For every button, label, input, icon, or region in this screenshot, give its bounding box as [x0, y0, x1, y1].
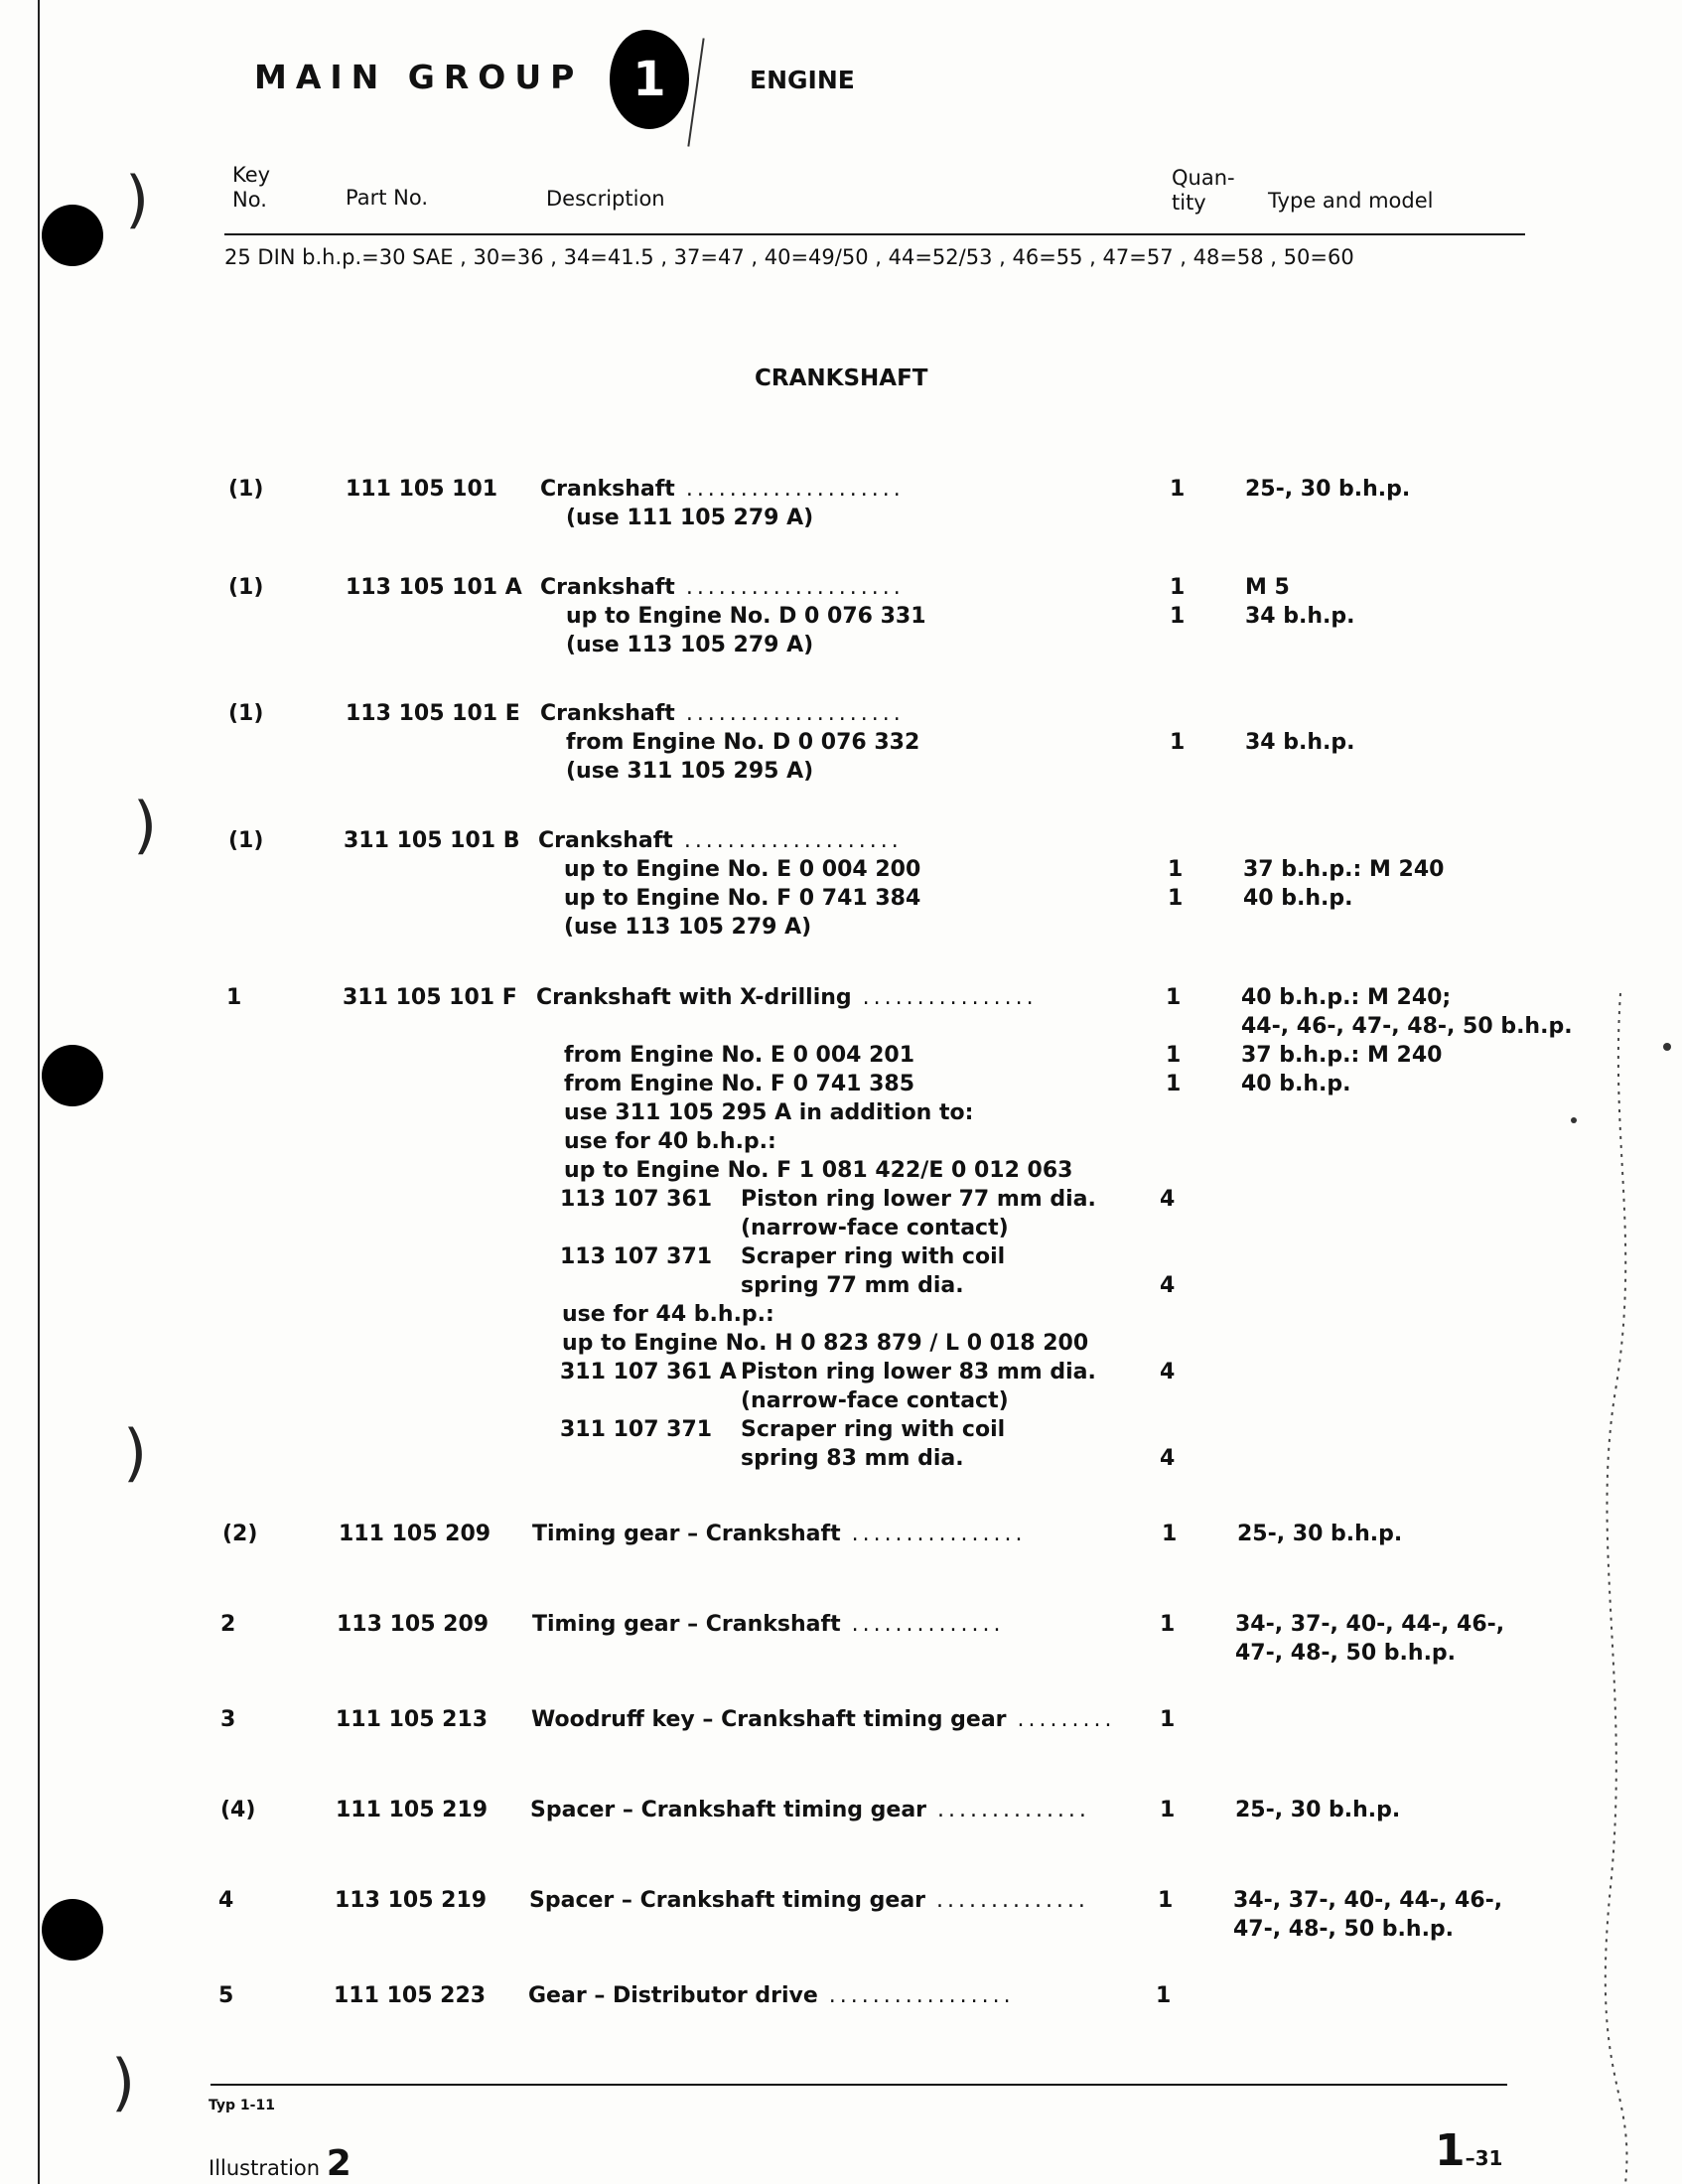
row-type-model-value: 44-, 46-, 47-, 48-, 50 b.h.p. — [1241, 1014, 1573, 1039]
punch-hole — [42, 1045, 103, 1106]
row-description-note — [538, 855, 920, 884]
row-key-no: 3 — [220, 1707, 236, 1732]
col-quantity — [1172, 166, 1235, 216]
row-type-model — [1235, 1796, 1400, 1824]
row-key-no: (4) — [220, 1798, 256, 1822]
row-type-model — [1241, 983, 1573, 1041]
row-description-text: (use 311 105 295 A) — [566, 759, 814, 784]
xdrill-sub-quantity: 4 — [1160, 1273, 1176, 1298]
xdrill-sub-part-no: 311 107 361 A — [560, 1360, 737, 1384]
row-part-no: 111 105 209 — [339, 1522, 491, 1546]
row-key-no: 4 — [218, 1888, 234, 1913]
row-description-title — [528, 1981, 1015, 2010]
row-quantity-value: 1 — [1170, 477, 1186, 502]
row-description-text: Timing gear – Crankshaft — [532, 1612, 841, 1637]
row-description-text: (use 113 105 279 A) — [566, 633, 814, 657]
col-type-model: Type and model — [1268, 189, 1434, 213]
row-description-text: Woodruff key – Crankshaft timing gear — [531, 1707, 1007, 1732]
binder-ring-mark: ) — [125, 163, 150, 235]
dot-leader: ................ — [851, 985, 1038, 1010]
row-description-text: Crankshaft — [540, 477, 675, 502]
row-description — [532, 1520, 1026, 1548]
row-key-no: (2) — [222, 1522, 258, 1546]
dot-leader: ................ — [840, 1522, 1027, 1546]
footer-rule — [210, 2084, 1507, 2086]
row-description-text: up to Engine No. F 0 741 384 — [564, 886, 921, 911]
header-rule — [224, 233, 1525, 235]
row-type-model-value: 25-, 30 b.h.p. — [1245, 477, 1411, 502]
badge-stroke — [687, 38, 704, 146]
xdrill-line: from Engine No. E 0 004 201 — [564, 1043, 915, 1068]
row-description-title — [540, 699, 919, 728]
row-quantity-value: 1 — [1162, 1522, 1178, 1546]
xdrill-sub-quantity: 4 — [1160, 1187, 1176, 1212]
xdrill-sub-description: spring 77 mm dia. — [741, 1273, 964, 1298]
row-description-title — [532, 1610, 1005, 1639]
row-description — [538, 826, 920, 942]
row-description-title — [536, 983, 1038, 1012]
footer-typ: Typ 1-11 — [209, 2098, 275, 2113]
row-description-title — [530, 1796, 1090, 1824]
row-type-model-value: 34-, 37-, 40-, 44-, 46-, — [1233, 1888, 1503, 1913]
illustration-label: Illustration — [209, 2156, 321, 2180]
binder-ring-mark: ) — [133, 789, 158, 861]
illustration-number: 2 — [326, 2143, 351, 2184]
main-group-title: MAIN GROUP — [254, 58, 584, 96]
row-description-note — [540, 602, 926, 631]
row-part-no: 311 105 101 B — [344, 828, 520, 853]
row-description-text: Crankshaft with X-drilling — [536, 985, 852, 1010]
row-description-title — [529, 1886, 1089, 1915]
footer-illustration — [209, 2143, 351, 2184]
row-description-title — [531, 1705, 1115, 1734]
row-quantity-value: 1 — [1160, 1798, 1176, 1822]
xdrill-sub-description: Piston ring lower 83 mm dia. — [741, 1360, 1096, 1384]
stray-speck — [1663, 1043, 1671, 1051]
col-quantity-line: Quan- — [1172, 166, 1235, 190]
xdrill-line: use for 40 b.h.p.: — [564, 1129, 776, 1154]
row-description-text: Gear – Distributor drive — [528, 1983, 818, 2008]
row-description-title — [540, 573, 926, 602]
row-description — [540, 699, 919, 786]
dot-leader: .................... — [674, 477, 905, 502]
row-part-no: 113 105 209 — [337, 1612, 490, 1637]
row-description-title — [532, 1520, 1026, 1548]
row-description-note — [540, 631, 926, 659]
binder-ring-mark: ) — [111, 2046, 136, 2118]
row-part-no: 111 105 101 — [346, 477, 498, 502]
row-description — [531, 1705, 1115, 1734]
xdrill-sub-description: Scraper ring with coil — [741, 1417, 1006, 1442]
col-part-no: Part No. — [346, 186, 428, 210]
xdrill-sub-description: Scraper ring with coil — [741, 1244, 1006, 1269]
row-description-text: Spacer – Crankshaft timing gear — [529, 1888, 926, 1913]
row-quantity — [1160, 1796, 1175, 1824]
row-type-model-value: 34-, 37-, 40-, 44-, 46-, — [1235, 1612, 1505, 1637]
row-quantity-value: 1 — [1170, 575, 1186, 600]
row-quantity — [1170, 475, 1185, 504]
xdrill-quantity: 1 — [1166, 1043, 1182, 1068]
row-quantity-value: 1 — [1160, 1612, 1176, 1637]
row-description — [532, 1610, 1005, 1639]
xdrill-sub-part-no: 113 107 371 — [560, 1244, 713, 1269]
row-quantity — [1160, 1705, 1175, 1734]
row-description-note — [540, 757, 919, 786]
row-key-no: 5 — [218, 1983, 234, 2008]
col-key-no — [232, 163, 270, 213]
row-type-model-value: 40 b.h.p.: M 240; — [1241, 985, 1452, 1010]
xdrill-sub-description: (narrow-face contact) — [741, 1388, 1009, 1413]
row-key-no: 1 — [226, 985, 242, 1010]
punch-hole — [42, 205, 103, 266]
row-type-model — [1235, 1610, 1504, 1668]
row-description-note — [538, 884, 920, 913]
hp-conversion-line: 25 DIN b.h.p.=30 SAE , 30=36 , 34=41.5 , 37=47 , 40=49/50 , 44=52/53 , 46=55 , 47=57 , 48=58 , 50=60 — [224, 245, 1354, 269]
col-key-no-line: Key — [232, 163, 271, 187]
row-description-text: Spacer – Crankshaft timing gear — [530, 1798, 927, 1822]
row-key-no: (1) — [228, 477, 264, 502]
binder-margin-line — [38, 0, 40, 2184]
row-quantity — [1158, 1886, 1173, 1915]
row-part-no: 113 105 101 E — [346, 701, 520, 726]
dot-leader: .............. — [840, 1612, 1005, 1637]
xdrill-type-model: 40 b.h.p. — [1241, 1072, 1351, 1096]
section-title: CRANKSHAFT — [755, 365, 928, 391]
dot-leader: .............. — [926, 1798, 1090, 1822]
xdrill-sub-part-no: 311 107 371 — [560, 1417, 713, 1442]
xdrill-line: use for 44 b.h.p.: — [562, 1302, 774, 1327]
group-number: 1 — [632, 52, 666, 107]
row-description — [528, 1981, 1015, 2010]
row-type-model-value: 40 b.h.p. — [1243, 886, 1353, 911]
row-description-text: Crankshaft — [538, 828, 673, 853]
row-quantity — [1162, 1520, 1177, 1548]
row-description — [529, 1886, 1089, 1915]
row-part-no: 113 105 219 — [335, 1888, 488, 1913]
row-type-model-value: 47-, 48-, 50 b.h.p. — [1233, 1917, 1455, 1942]
row-quantity-value: 1 — [1168, 857, 1184, 882]
xdrill-sub-quantity: 4 — [1160, 1360, 1176, 1384]
row-description-text: (use 111 105 279 A) — [566, 506, 814, 530]
row-description — [530, 1796, 1090, 1824]
row-description-note — [538, 913, 920, 942]
row-type-model-value: 25-, 30 b.h.p. — [1237, 1522, 1403, 1546]
binder-ring-mark: ) — [123, 1416, 148, 1489]
row-type-model-value — [1245, 699, 1355, 728]
row-quantity-value: 1 — [1156, 1983, 1172, 2008]
row-type-model-value: 34 b.h.p. — [1245, 730, 1355, 755]
col-quantity-line: tity — [1172, 191, 1206, 215]
row-quantity-value: 1 — [1160, 1707, 1176, 1732]
row-type-model — [1245, 699, 1355, 757]
xdrill-line: up to Engine No. F 1 081 422/E 0 012 063 — [564, 1158, 1073, 1183]
row-part-no: 111 105 223 — [334, 1983, 487, 2008]
row-description-title — [538, 826, 920, 855]
row-quantity-value: 1 — [1166, 985, 1182, 1010]
page-number-value: 31 — [1474, 2146, 1503, 2170]
row-key-no: (1) — [228, 701, 264, 726]
row-type-model-value: 34 b.h.p. — [1245, 604, 1355, 629]
dot-leader: .................... — [674, 575, 905, 600]
row-quantity — [1156, 1981, 1171, 2010]
row-quantity-value: 1 — [1170, 604, 1186, 629]
xdrill-sub-quantity: 4 — [1160, 1446, 1176, 1471]
row-part-no: 111 105 213 — [336, 1707, 489, 1732]
page-group: 1 — [1435, 2125, 1466, 2176]
row-type-model — [1233, 1886, 1502, 1944]
xdrill-sub-part-no: 113 107 361 — [560, 1187, 713, 1212]
group-number-badge — [610, 30, 689, 129]
row-key-no: (1) — [228, 828, 264, 853]
row-key-no: (1) — [228, 575, 264, 600]
stray-speck — [1571, 1117, 1577, 1123]
xdrill-line: up to Engine No. H 0 823 879 / L 0 018 200 — [562, 1331, 1089, 1356]
dot-leader: .................... — [674, 701, 905, 726]
punch-hole — [42, 1899, 103, 1961]
row-type-model-value: 37 b.h.p.: M 240 — [1243, 857, 1445, 882]
row-type-model — [1237, 1520, 1402, 1548]
torn-edge-mark — [1601, 993, 1650, 2184]
row-description-text: from Engine No. D 0 076 332 — [566, 730, 920, 755]
xdrill-quantity: 1 — [1166, 1072, 1182, 1096]
row-type-model-value: M 5 — [1245, 575, 1290, 600]
row-quantity — [1168, 826, 1183, 913]
xdrill-line: use 311 105 295 A in addition to: — [564, 1100, 974, 1125]
row-part-no: 113 105 101 A — [346, 575, 522, 600]
row-quantity — [1160, 1610, 1175, 1639]
row-part-no: 311 105 101 F — [343, 985, 517, 1010]
row-quantity-value: 1 — [1168, 886, 1184, 911]
row-quantity-value: 1 — [1158, 1888, 1174, 1913]
row-quantity — [1166, 983, 1181, 1012]
dot-leader: ................. — [817, 1983, 1015, 2008]
xdrill-sub-description: Piston ring lower 77 mm dia. — [741, 1187, 1096, 1212]
row-description-text: Crankshaft — [540, 575, 675, 600]
row-description-title — [540, 475, 905, 504]
row-description-note — [540, 504, 905, 532]
row-description — [540, 573, 926, 659]
row-type-model-value: 25-, 30 b.h.p. — [1235, 1798, 1401, 1822]
row-part-no: 111 105 219 — [336, 1798, 489, 1822]
row-type-model — [1243, 826, 1444, 913]
row-type-model-value — [1243, 826, 1444, 855]
row-description-text: Crankshaft — [540, 701, 675, 726]
row-description — [540, 475, 905, 532]
xdrill-sub-description: (narrow-face contact) — [741, 1216, 1009, 1240]
row-quantity — [1170, 699, 1185, 757]
row-description — [536, 983, 1038, 1012]
row-description-text: up to Engine No. E 0 004 200 — [564, 857, 921, 882]
dot-leader: .............. — [925, 1888, 1089, 1913]
row-type-model — [1245, 573, 1355, 631]
xdrill-line: from Engine No. F 0 741 385 — [564, 1072, 915, 1096]
col-description: Description — [546, 187, 665, 211]
row-type-model — [1245, 475, 1410, 504]
row-type-model-value: 47-, 48-, 50 b.h.p. — [1235, 1641, 1457, 1666]
row-description-text: up to Engine No. D 0 076 331 — [566, 604, 926, 629]
xdrill-sub-description: spring 83 mm dia. — [741, 1446, 964, 1471]
row-quantity — [1170, 573, 1185, 631]
dot-leader: .................... — [672, 828, 903, 853]
page-number: 1–31 — [1435, 2125, 1503, 2176]
dot-leader: ......... — [1006, 1707, 1116, 1732]
row-quantity-value — [1168, 826, 1183, 855]
row-description-note — [540, 728, 919, 757]
xdrill-type-model: 37 b.h.p.: M 240 — [1241, 1043, 1443, 1068]
group-name: ENGINE — [750, 66, 855, 94]
row-quantity-value — [1170, 699, 1185, 728]
row-description-text: (use 113 105 279 A) — [564, 915, 812, 940]
col-key-no-line: No. — [232, 188, 267, 212]
row-quantity-value: 1 — [1170, 730, 1186, 755]
row-description-text: Timing gear – Crankshaft — [532, 1522, 841, 1546]
row-key-no: 2 — [220, 1612, 236, 1637]
